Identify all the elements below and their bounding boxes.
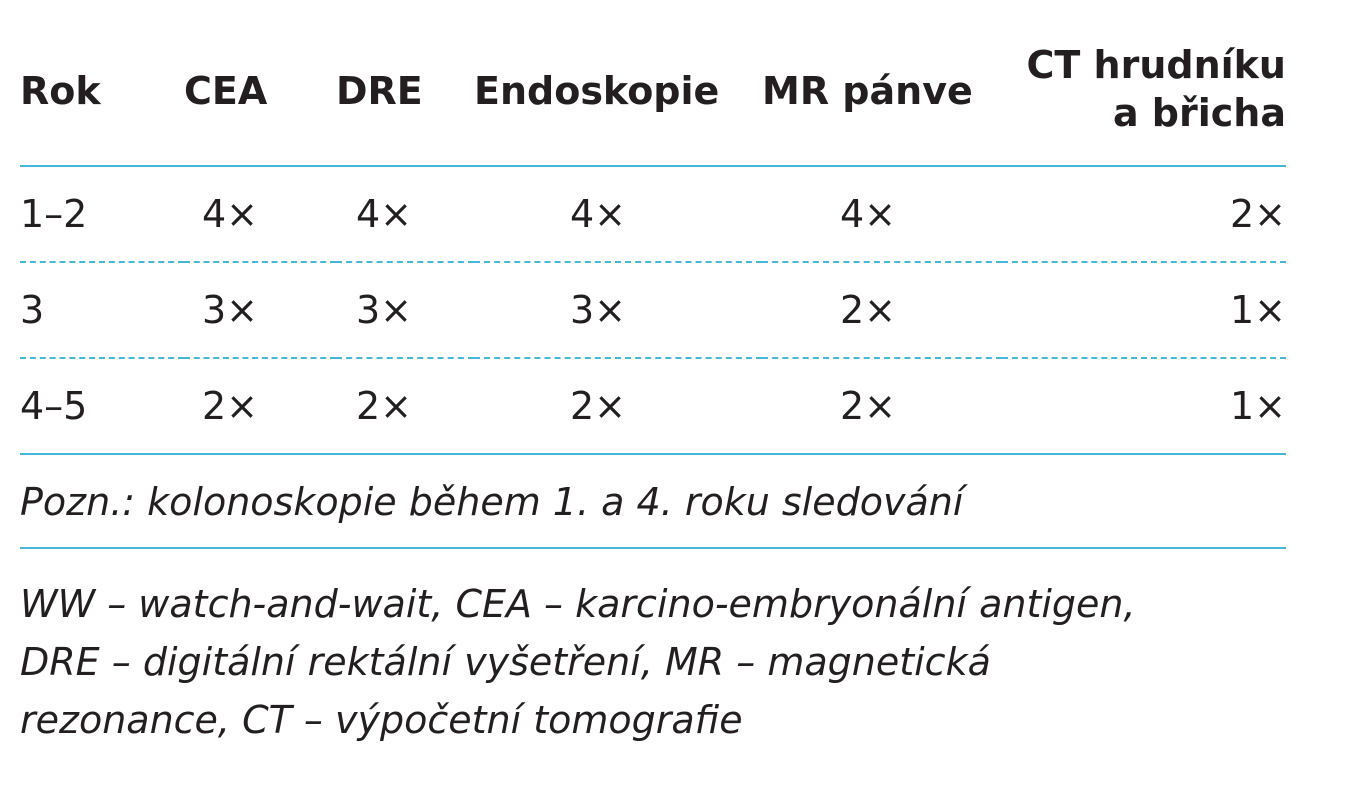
header-ct-line2: a břicha — [1112, 91, 1286, 135]
cell-endoscopy: 4× — [474, 166, 762, 262]
cell-cea: 3× — [184, 262, 336, 358]
cell-cea: 2× — [184, 358, 336, 454]
cell-mr-pelvis: 2× — [762, 358, 1002, 454]
table-row — [20, 166, 1286, 262]
table-row — [20, 262, 1286, 358]
cell-cea: 4× — [184, 166, 336, 262]
cell-year: 4–5 — [20, 358, 184, 454]
cell-ct: 1× — [1002, 262, 1286, 358]
header-ct — [1002, 0, 1286, 166]
legend-line: WW – watch-and-wait, CEA – karcino-embryonální antigen, — [20, 582, 1136, 626]
header-year: Rok — [20, 0, 184, 166]
table-header-row — [20, 0, 1286, 166]
cell-dre: 2× — [336, 358, 474, 454]
table-row — [20, 358, 1286, 454]
cell-endoscopy: 2× — [474, 358, 762, 454]
header-ct-line1: CT hrudníku — [1026, 43, 1286, 87]
cell-ct: 2× — [1002, 166, 1286, 262]
cell-mr-pelvis: 4× — [762, 166, 1002, 262]
abbreviation-legend — [20, 575, 1286, 749]
cell-year: 1–2 — [20, 166, 184, 262]
header-mr-pelvis: MR pánve — [762, 0, 1002, 166]
table-note: Pozn.: kolonoskopie během 1. a 4. roku sledování — [20, 455, 1286, 549]
cell-dre: 4× — [336, 166, 474, 262]
cell-ct: 1× — [1002, 358, 1286, 454]
cell-dre: 3× — [336, 262, 474, 358]
cell-endoscopy: 3× — [474, 262, 762, 358]
header-endoscopy: Endoskopie — [474, 0, 762, 166]
table-figure — [20, 0, 1286, 749]
header-dre: DRE — [336, 0, 474, 166]
cell-year: 3 — [20, 262, 184, 358]
surveillance-table — [20, 0, 1286, 455]
header-cea: CEA — [184, 0, 336, 166]
cell-mr-pelvis: 2× — [762, 262, 1002, 358]
legend-line: rezonance, CT – výpočetní tomografie — [20, 698, 743, 742]
legend-line: DRE – digitální rektální vyšetření, MR – magnetická — [20, 640, 991, 684]
